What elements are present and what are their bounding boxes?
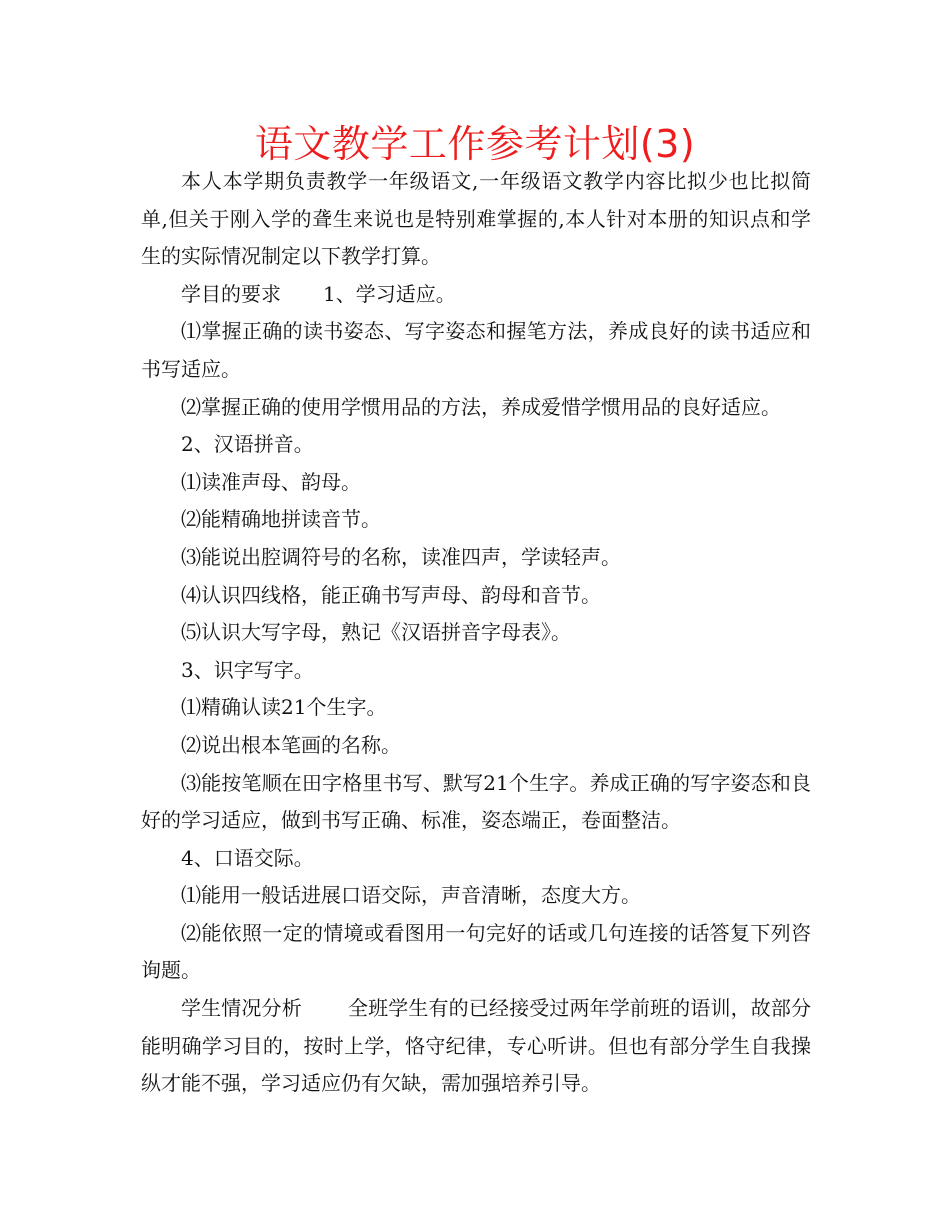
item3-3: ⑶能按笔顺在田字格里书写、默写21个生字。养成正确的写字姿态和良好的学习适应，做到书写正确、标准，姿态端正，卷面整洁。	[141, 770, 811, 833]
analysis-text: 全班学生有的已经接受过两年学前班的语训，故部分能明确学习目的，按时上学，恪守纪律，专心听讲。但也有部分学生自我操纵才能不强，学习适应仍有欠缺，需加强培养引导。	[141, 996, 812, 1096]
item3-heading: 3、识字写字。	[181, 657, 314, 682]
item1-1: ⑴掌握正确的读书姿态、写字姿态和握笔方法，养成良好的读书适应和书写适应。	[141, 319, 811, 381]
analysis-paragraph	[141, 990, 811, 1103]
item2-5: ⑸认识大写字母，熟记《汉语拼音字母表》。	[181, 620, 571, 645]
intro-paragraph: 本人本学期负责教学一年级语文,一年级语文教学内容比拟少也比拟简单,但关于刚入学的聋生来说也是特别难掌握的,本人针对本册的知识点和学生的实际情况制定以下教学打算。	[141, 169, 811, 269]
document-body	[141, 163, 811, 1103]
item3-1: ⑴精确认读21个生字。	[181, 695, 387, 720]
item4-2: ⑵能依照一定的情境或看图用一句完好的话或几句连接的话答复下列咨询题。	[141, 920, 811, 983]
item4-heading: 4、口语交际。	[181, 845, 314, 870]
item1-heading: 1、学习适应。	[323, 281, 456, 306]
item2-2: ⑵能精确地拼读音节。	[181, 507, 381, 532]
document-title: 语文教学工作参考计划(3)	[254, 122, 696, 166]
item2-1: ⑴读准声母、韵母。	[181, 469, 361, 494]
analysis-section-heading: 学生情况分析	[181, 996, 302, 1021]
item1-2: ⑵掌握正确的使用学惯用品的方法，养成爱惜学惯用品的良好适应。	[181, 394, 781, 419]
item2-3: ⑶能说出腔调符号的名称，读准四声，学读轻声。	[181, 544, 621, 569]
goal-line	[141, 276, 811, 314]
item3-2: ⑵说出根本笔画的名称。	[181, 732, 401, 757]
item2-4: ⑷认识四线格，能正确书写声母、韵母和音节。	[181, 582, 601, 607]
goal-section-heading: 学目的要求	[181, 281, 281, 306]
item4-1: ⑴能用一般话进展口语交际，声音清晰，态度大方。	[181, 883, 641, 908]
item2-heading: 2、汉语拼音。	[181, 432, 314, 457]
